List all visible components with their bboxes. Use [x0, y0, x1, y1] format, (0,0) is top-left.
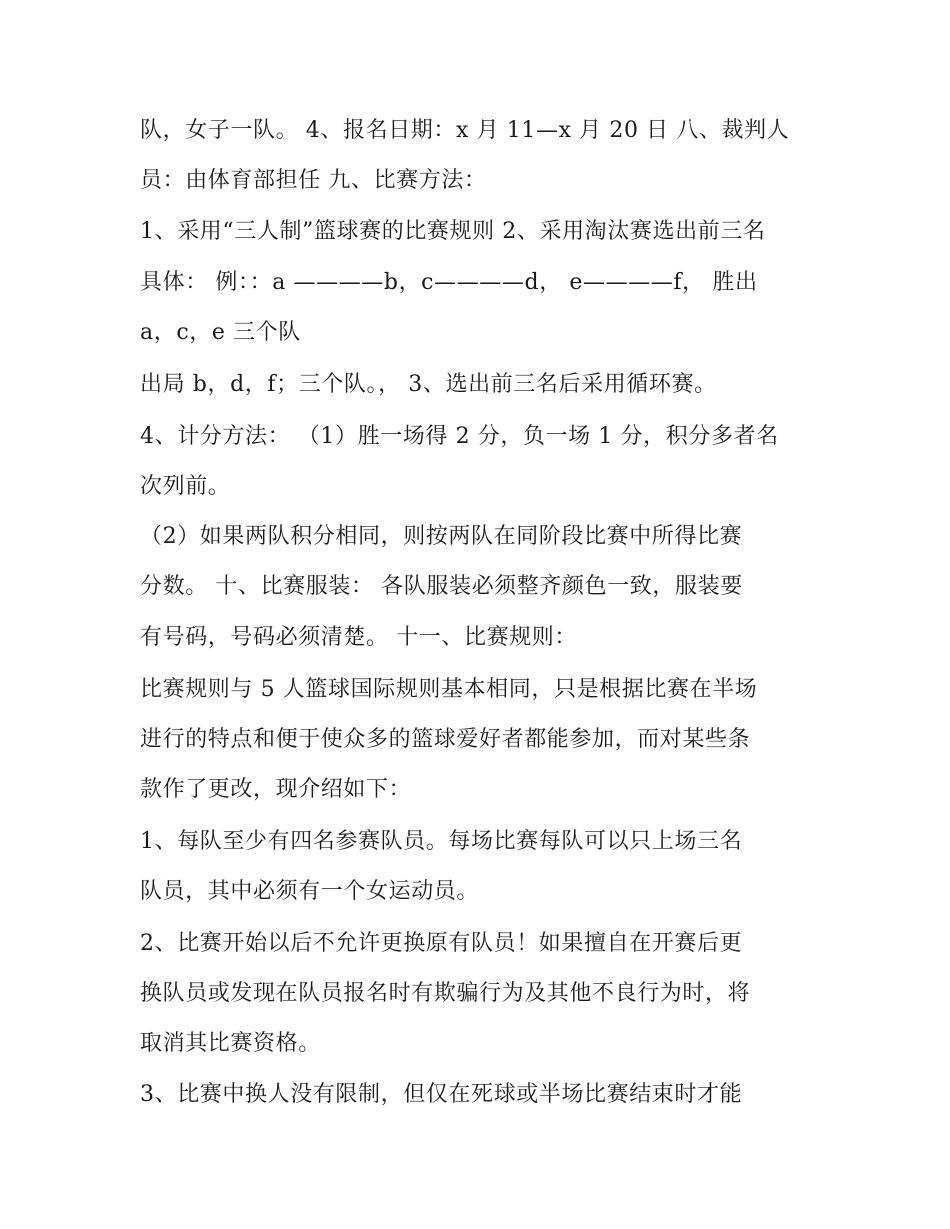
text-line: 队，女子一队。 4、报名日期：x 月 11—x 月 20 日 八、裁判人 — [140, 118, 790, 143]
text-line: 有号码，号码必须清楚。 十一、比赛规则： — [140, 625, 577, 650]
text-line: 1、每队至少有四名参赛队员。每场比赛每队可以只上场三名 — [140, 829, 743, 854]
text-line: 3、比赛中换人没有限制，但仅在死球或半场比赛结束时才能 — [140, 1082, 743, 1107]
text-line: 具体： 例：：a ————b，c————d， e————f， 胜出 — [140, 270, 758, 295]
text-line: 款作了更改，现介绍如下： — [140, 777, 412, 802]
text-line: 分数。 十、比赛服装： 各队服装必须整齐颜色一致，服装要 — [140, 574, 743, 599]
text-line: 出局 b，d，f；三个队。， 3、选出前三名后采用循环赛。 — [140, 372, 717, 397]
text-line: a，c，e 三个队 — [140, 320, 301, 345]
text-line: 进行的特点和便于使众多的篮球爱好者都能参加，而对某些条 — [140, 727, 751, 752]
text-line: 次列前。 — [140, 474, 231, 499]
text-line: 员：由体育部担任 九、比赛方法： — [140, 168, 487, 193]
text-line: 2、比赛开始以后不允许更换原有队员！如果擅自在开赛后更 — [140, 931, 743, 956]
text-line: 取消其比赛资格。 — [140, 1031, 321, 1056]
text-line: 比赛规则与 5 人篮球国际规则基本相同，只是根据比赛在半场 — [140, 677, 758, 702]
text-line: 4、计分方法： （1）胜一场得 2 分，负一场 1 分，积分多者名 — [140, 424, 779, 449]
text-line: 换队员或发现在队员报名时有欺骗行为及其他不良行为时，将 — [140, 981, 751, 1006]
text-line: 队员，其中必须有一个女运动员。 — [140, 879, 480, 904]
text-line: （2）如果两队积分相同，则按两队在同阶段比赛中所得比赛 — [140, 524, 743, 549]
text-line: 1、采用“三人制”篮球赛的比赛规则 2、采用淘汰赛选出前三名 — [140, 219, 766, 244]
